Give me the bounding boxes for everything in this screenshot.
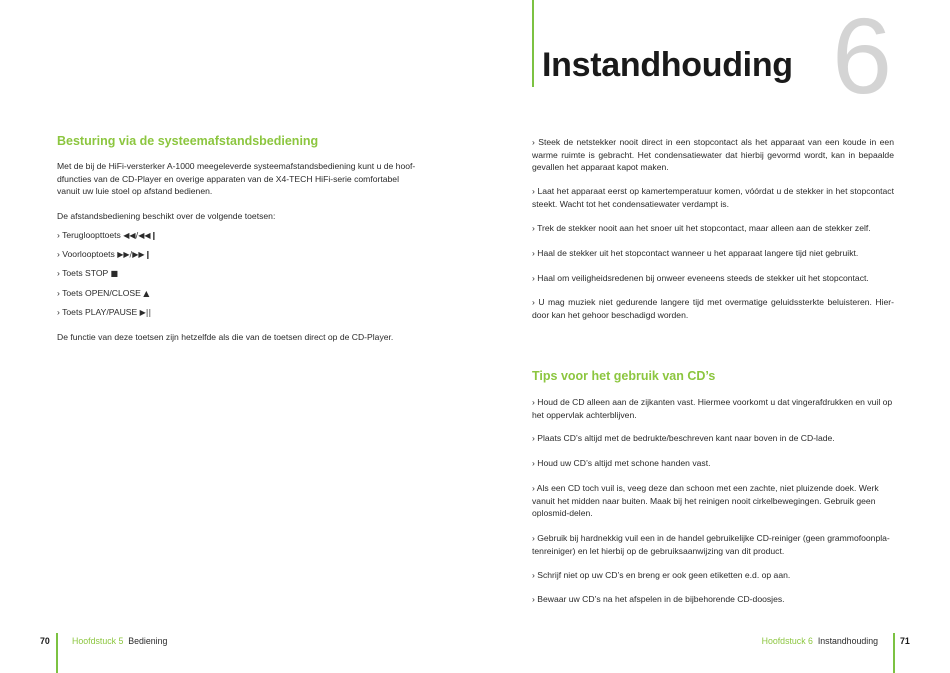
chapter-number: 6 [832, 0, 893, 116]
footer-left [72, 636, 167, 646]
chapter-rule [532, 0, 534, 87]
bullet-item: › Laat het apparaat eerst op kamertemperatuur komen, vóórdat u de stekker in het stopcontact steekt. Wacht tot het condensatiewater verdampt is. [532, 186, 894, 209]
footer-right [762, 636, 878, 646]
tip-item: › Schrijf niet op uw CD’s en breng er ook geen etiketten e.d. op aan. [532, 570, 791, 580]
eject-icon: ▲ [143, 289, 150, 298]
footer-section: Bediening [128, 636, 168, 646]
footer-rule-right [893, 633, 895, 673]
bullet-item: › Haal om veiligheidsredenen bij onweer eveneens steeds de stekker uit het stopcontact. [532, 273, 869, 283]
key-label: › Toets OPEN/CLOSE [57, 288, 141, 298]
fast-forward-icon: ▶▶/▶▶❙ [117, 250, 152, 259]
rewind-icon: ◀◀/◀◀❙ [123, 231, 158, 240]
key-item [57, 306, 151, 320]
bullet-item: › Trek de stekker nooit aan het snoer uit het stopcontact, maar alleen aan de stekker zelf. [532, 223, 871, 233]
key-label: › Toets PLAY/PAUSE [57, 307, 138, 317]
bullet-item: › Haal de stekker uit het stopcontact wanneer u het apparaat langere tijd niet gebruikt. [532, 248, 859, 258]
tip-item: › Houd de CD alleen aan de zijkanten vast. Hiermee voorkomt u dat vingerafdrukken en vuil op het oppervlak achterblijven. [532, 397, 893, 420]
left-heading: Besturing via de systeemafstandsbediening [57, 134, 319, 148]
page-number-right: 71 [900, 636, 910, 646]
key-item [57, 287, 149, 301]
tips-heading: Tips voor het gebruik van CD’s [532, 369, 716, 383]
key-item [57, 267, 118, 281]
key-item [57, 248, 151, 262]
stop-icon: ■ [110, 269, 119, 278]
tip-item: › Plaats CD’s altijd met de bedrukte/beschreven kant naar boven in de CD-lade. [532, 433, 835, 443]
chapter-title: Instandhouding [542, 46, 793, 84]
bullet-item: › Steek de netstekker nooit direct in een stopcontact als het apparaat van een koude in een warme ruimte is gebracht. Het condensatiewater dat hierbij gevormd wordt, kan in bepaalde gevallen het apparaat kapot maken. [532, 137, 894, 173]
left-closing: De functie van deze toetsen zijn hetzelfde als die van de toetsen direct op de CD-Player. [57, 332, 394, 342]
footer-chapter: Hoofdstuck 6 [761, 636, 813, 646]
play-pause-icon: ▶|| [139, 308, 152, 317]
bullet-item: › U mag muziek niet gedurende langere tijd met overmatige geluidssterkte beluisteren. Hier-door kan het gehoor beschadigd worden. [532, 297, 894, 320]
footer-chapter: Hoofdstuck 5 [72, 636, 124, 646]
tip-item: › Als een CD toch vuil is, veeg deze dan schoon met een zachte, niet pluizende doek. Werk vanuit het midden naar buiten. Maak bij het reinigen nooit cirkelbewegingen. Gebruik geen oplosmid-delen. [532, 483, 879, 519]
footer-section: Instandhouding [817, 636, 878, 646]
key-label: › Toets STOP [57, 268, 109, 278]
page-number-left: 70 [40, 636, 50, 646]
left-intro: Met de bij de HiFi-versterker A-1000 meegeleverde systeemafstandsbediening kunt u de hoof-dfuncties van de CD-Player en overige apparaten van de X4-TECH HiFi-serie comfortabel vanuit uw luie stoel op afstand bedienen. [57, 161, 416, 197]
tip-item: › Gebruik bij hardnekkig vuil een in de handel gebruikelijke CD-reiniger (geen grammofoonpla-tenreiniger) en let hierbij op de gebruiksaanwijzing van dit product. [532, 533, 890, 556]
key-label: › Terugloopttoets [57, 230, 121, 240]
left-keys-intro: De afstandsbediening beschikt over de volgende toetsen: [57, 211, 276, 221]
tip-item: › Bewaar uw CD’s na het afspelen in de bijbehorende CD-doosjes. [532, 594, 785, 604]
key-item [57, 229, 157, 243]
footer-rule-left [56, 633, 58, 673]
key-label: › Voorlooptoets [57, 249, 115, 259]
tip-item: › Houd uw CD’s altijd met schone handen vast. [532, 458, 711, 468]
